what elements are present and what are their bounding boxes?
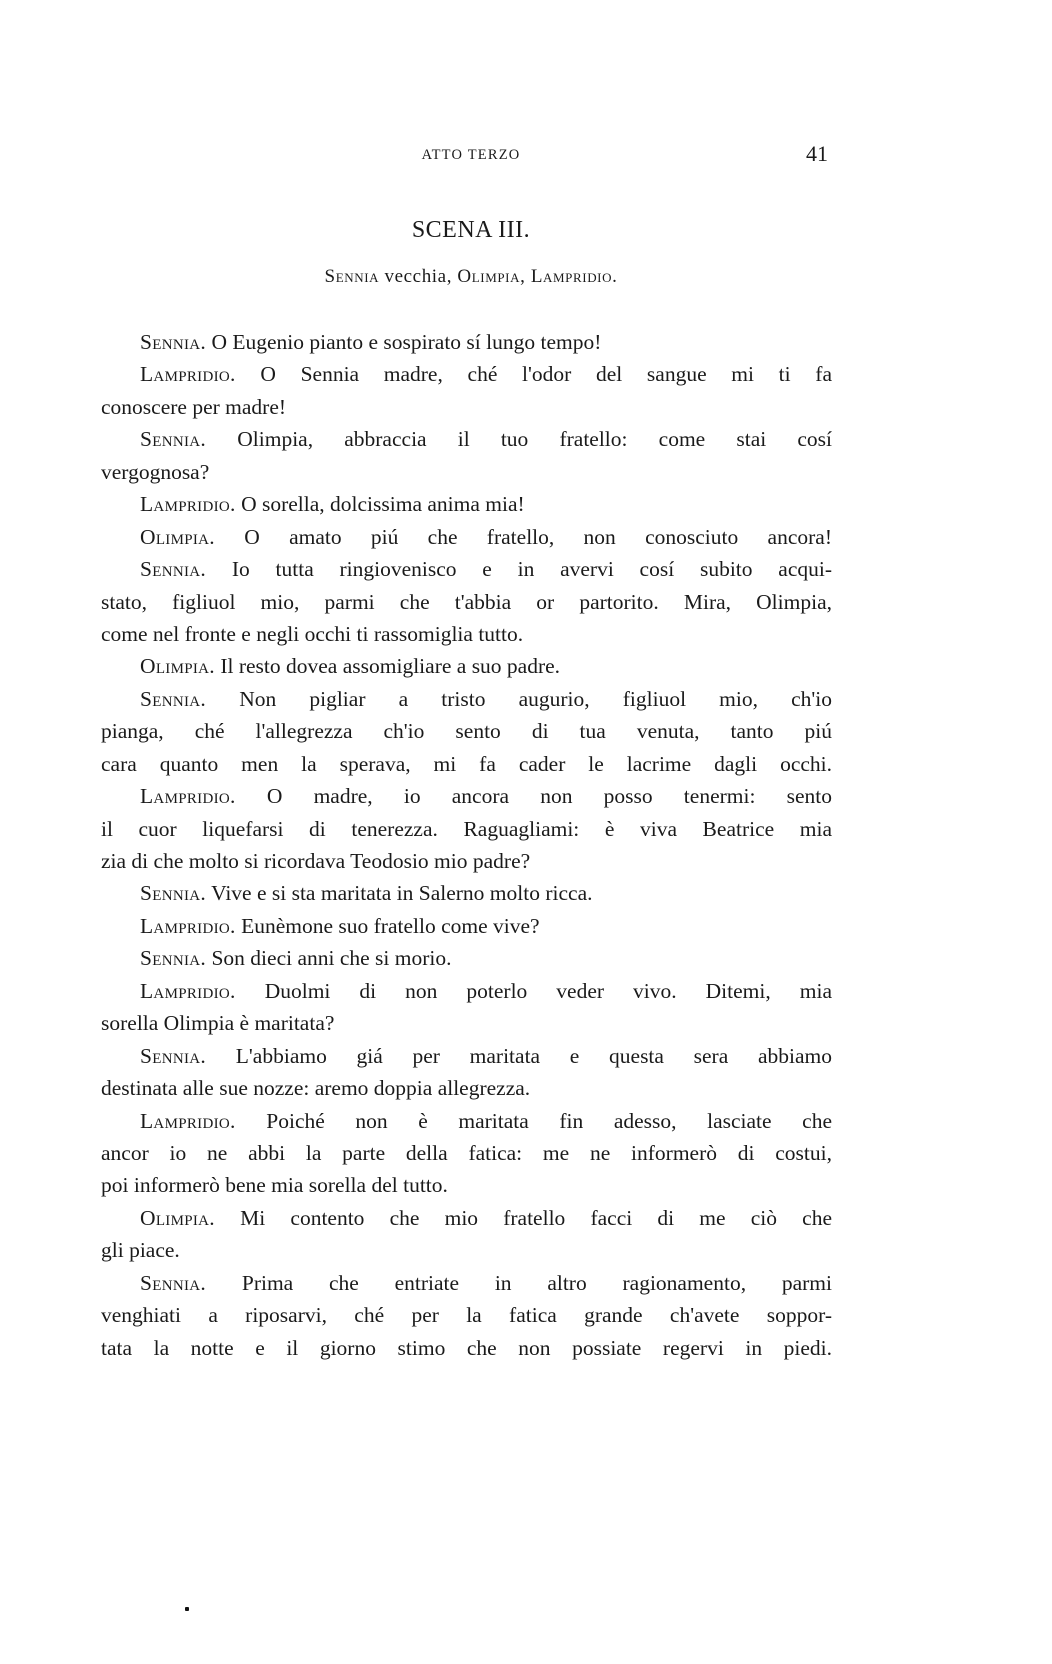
- speaker-name: Sennia.: [140, 881, 207, 906]
- cast-list: [0, 266, 942, 288]
- speaker-name: Lampridio.: [140, 913, 236, 938]
- line-text: Son dieci anni che si morio.: [206, 946, 452, 971]
- dialogue-line-speech-start: [101, 650, 832, 682]
- speaker-name: Sennia.: [140, 557, 207, 582]
- line-text: destinata alle sue nozze: aremo doppia allegrezza.: [101, 1076, 531, 1101]
- speaker-name: Lampridio.: [140, 784, 236, 809]
- cast-suffix: ,: [520, 266, 531, 287]
- line-text: vergognosa?: [101, 459, 210, 484]
- speaker-name: Sennia.: [140, 1043, 207, 1068]
- line-text: come nel fronte e negli occhi ti rassomiglia tutto.: [101, 621, 524, 646]
- speaker-name: Olimpia.: [140, 1205, 215, 1230]
- dialogue-line: [101, 1007, 832, 1039]
- dialogue-line: [101, 715, 832, 747]
- dialogue-line-speech-start: [101, 975, 832, 1007]
- dialogue-line-speech-start: [101, 1267, 832, 1299]
- cast-name: Sennia: [324, 266, 380, 287]
- dialogue-line: [101, 618, 832, 650]
- line-text: Non pigliar a tristo augurio, figliuol mio, ch'io: [206, 686, 832, 711]
- dialogue-line-speech-start: [101, 1202, 832, 1234]
- line-text: ancor io ne abbi la parte della fatica: me ne informerò di costui,: [101, 1140, 832, 1165]
- cast-name: Olimpia: [457, 266, 521, 287]
- speaker-name: Sennia.: [140, 427, 207, 452]
- dialogue-line-speech-start: [101, 553, 832, 585]
- dialogue-line: [101, 1169, 832, 1201]
- speaker-name: Sennia.: [140, 330, 207, 354]
- dialogue-line-speech-start: [101, 910, 832, 942]
- dialogue-line: [101, 845, 832, 877]
- line-text: Il resto dovea assomigliare a suo padre.: [214, 654, 561, 679]
- dialogue-line-speech-start: [101, 942, 832, 974]
- dialogue-line: [101, 1234, 832, 1266]
- dialogue-line: [101, 1137, 832, 1169]
- speaker-name: Lampridio.: [140, 492, 236, 517]
- page-number: 41: [806, 141, 828, 166]
- line-text: Olimpia, abbraccia il tuo fratello: come stai cosí: [206, 427, 832, 452]
- dialogue-line-speech-start: [101, 683, 832, 715]
- line-text: O Eugenio pianto e sospirato sí lungo tempo!: [206, 330, 602, 354]
- line-text: tata la notte e il giorno stimo che non possiate regervi in piedi.: [101, 1335, 832, 1360]
- dialogue-line: [101, 748, 832, 780]
- speaker-name: Olimpia.: [140, 654, 215, 679]
- line-text: pianga, ché l'allegrezza ch'io sento di tua venuta, tanto piú: [101, 719, 832, 744]
- dialogue-line-speech-start: [101, 521, 832, 553]
- line-text: Prima che entriate in altro ragionamento, parmi: [206, 1270, 832, 1295]
- dialogue-line-speech-start: [101, 358, 832, 390]
- line-text: stato, figliuol mio, parmi che t'abbia or partorito. Mira, Olimpia,: [101, 589, 832, 614]
- dialogue-line: [101, 1332, 832, 1364]
- speaker-name: Lampridio.: [140, 362, 236, 387]
- line-text: Eunèmone suo fratello come vive?: [235, 913, 540, 938]
- line-text: L'abbiamo giá per maritata e questa sera abbiamo: [206, 1043, 832, 1068]
- dialogue-line-speech-start: [101, 780, 832, 812]
- speaker-name: Sennia.: [140, 946, 207, 971]
- dialogue-line-speech-start: [101, 423, 832, 455]
- line-text: sorella Olimpia è maritata?: [101, 1011, 335, 1036]
- dialogue-line-speech-start: [101, 326, 832, 358]
- dialogue-line-speech-start: [101, 877, 832, 909]
- running-head: ATTO TERZO: [421, 147, 521, 163]
- line-text: poi informerò bene mia sorella del tutto.: [101, 1173, 448, 1198]
- line-text: venghiati a riposarvi, ché per la fatica grande ch'avete soppor-: [101, 1303, 832, 1328]
- speaker-name: Olimpia.: [140, 524, 215, 549]
- line-text: cara quanto men la sperava, mi fa cader le lacrime dagli occhi.: [101, 751, 832, 776]
- dialogue-line-speech-start: [101, 488, 832, 520]
- line-text: O Sennia madre, ché l'odor del sangue mi ti fa: [235, 362, 832, 387]
- dialogue-line: [101, 391, 832, 423]
- line-text: Mi contento che mio fratello facci di me ciò che: [214, 1205, 832, 1230]
- dialogue-line-speech-start: [101, 1105, 832, 1137]
- line-text: Duolmi di non poterlo veder vivo. Ditemi, mia: [235, 978, 832, 1003]
- line-text: O amato piú che fratello, non conosciuto ancora!: [214, 524, 832, 549]
- dialogue-line: [101, 456, 832, 488]
- line-text: O madre, io ancora non posso tenermi: sento: [235, 784, 832, 809]
- dialogue-line: [101, 586, 832, 618]
- printer-mark: [185, 1607, 189, 1611]
- cast-suffix: vecchia,: [379, 266, 458, 287]
- dialogue-body: [101, 326, 832, 1364]
- dialogue-line: [101, 1072, 832, 1104]
- speaker-name: Lampridio.: [140, 1108, 236, 1133]
- line-text: conoscere per madre!: [101, 394, 287, 419]
- line-text: gli piace.: [101, 1238, 180, 1263]
- line-text: Vive e si sta maritata in Salerno molto ricca.: [206, 881, 593, 906]
- dialogue-line-speech-start: [101, 1040, 832, 1072]
- line-text: zia di che molto si ricordava Teodosio mio padre?: [101, 849, 531, 873]
- speaker-name: Sennia.: [140, 1270, 207, 1295]
- speaker-name: Sennia.: [140, 686, 207, 711]
- line-text: Io tutta ringiovenisco e in avervi cosí subito acqui-: [206, 557, 832, 582]
- cast-suffix: .: [612, 266, 618, 287]
- scene-title: SCENA III.: [411, 217, 531, 243]
- dialogue-line: [101, 813, 832, 845]
- line-text: O sorella, dolcissima anima mia!: [235, 492, 525, 517]
- speaker-name: Lampridio.: [140, 978, 236, 1003]
- line-text: il cuor liquefarsi di tenerezza. Raguagliami: è viva Beatrice mia: [101, 816, 832, 841]
- dialogue-line: [101, 1299, 832, 1331]
- cast-name: Lampridio: [530, 266, 613, 287]
- line-text: Poiché non è maritata fin adesso, lasciate che: [235, 1108, 832, 1133]
